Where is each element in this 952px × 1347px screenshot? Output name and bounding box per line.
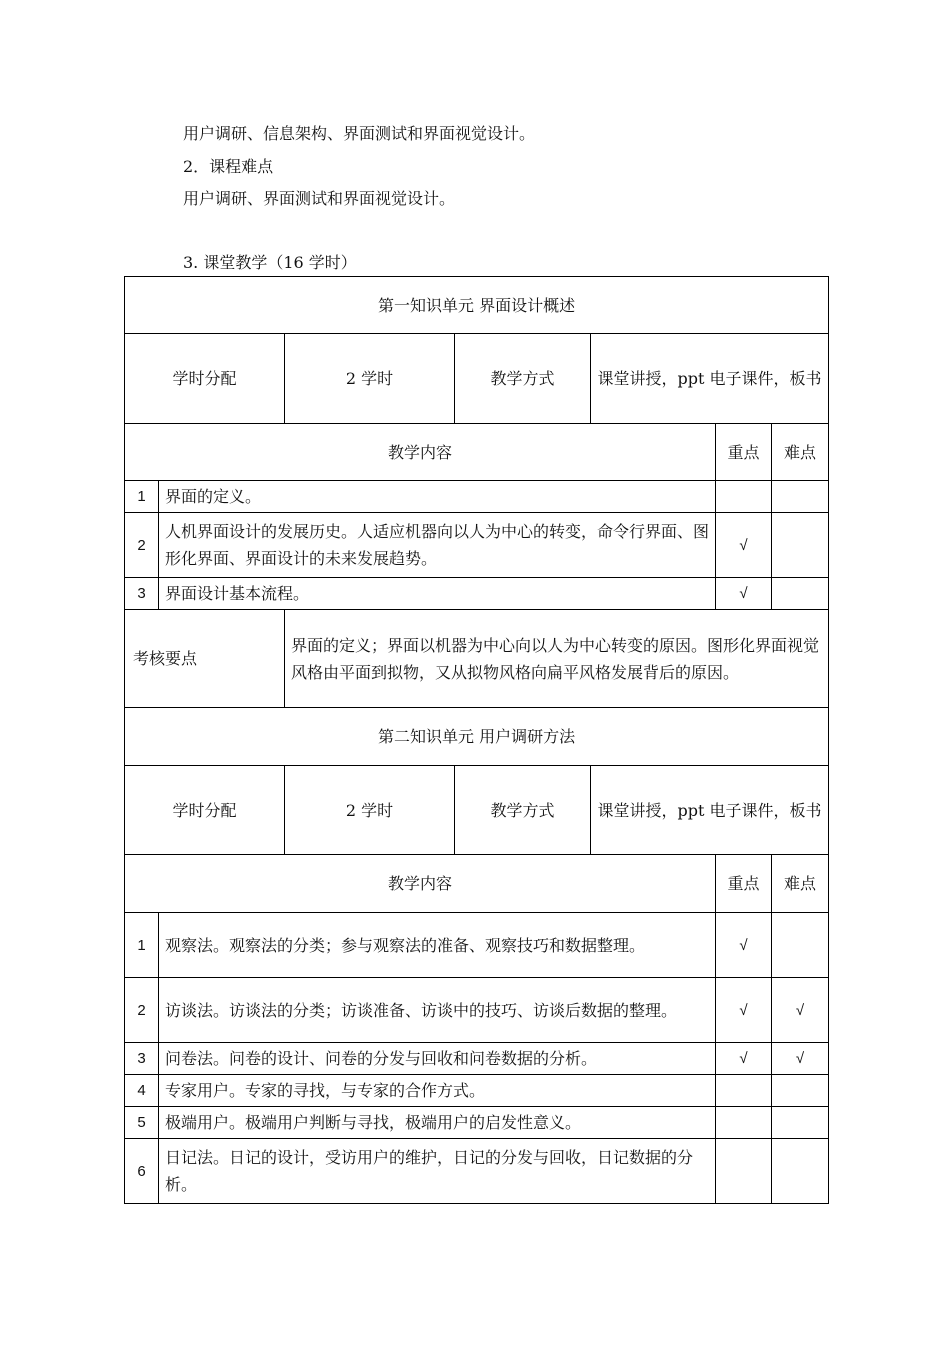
row-number: 1	[125, 481, 159, 513]
method-value: 课堂讲授，ppt 电子课件，板书	[591, 766, 829, 855]
content-header: 教学内容	[125, 424, 716, 481]
difficulty-mark	[772, 578, 829, 610]
key-point-mark: √	[716, 513, 772, 578]
difficulty-mark	[772, 1075, 829, 1107]
unit-title-row	[125, 708, 829, 766]
unit-title-row	[125, 277, 829, 334]
difficulty-mark	[772, 481, 829, 513]
key-point-mark	[716, 1075, 772, 1107]
row-number: 2	[125, 513, 159, 578]
difficulty-header: 难点	[772, 855, 829, 913]
key-point-mark	[716, 481, 772, 513]
row-content: 问卷法。问卷的设计、问卷的分发与回收和问卷数据的分析。	[159, 1043, 716, 1075]
row-content: 日记法。日记的设计，受访用户的维护，日记的分发与回收，日记数据的分析。	[159, 1139, 716, 1204]
method-value: 课堂讲授，ppt 电子课件，板书	[591, 334, 829, 424]
table-row	[125, 913, 829, 978]
key-point-mark	[716, 1107, 772, 1139]
table-row	[125, 578, 829, 610]
row-number: 3	[125, 1043, 159, 1075]
hours-label: 学时分配	[125, 766, 285, 855]
hours-value: 2 学时	[285, 334, 455, 424]
classroom-teaching-heading: 3. 课堂教学（16 学时）	[183, 253, 357, 272]
key-point-mark: √	[716, 913, 772, 978]
method-label: 教学方式	[455, 334, 591, 424]
difficulty-mark	[772, 1139, 829, 1204]
table-row	[125, 481, 829, 513]
content-header: 教学内容	[125, 855, 716, 913]
assessment-text: 界面的定义；界面以机器为中心向以人为中心转变的原因。图形化界面视觉风格由平面到拟物，又从拟物风格向扁平风格发展背后的原因。	[285, 610, 829, 708]
course-difficulty-text: 用户调研、界面测试和界面视觉设计。	[183, 189, 456, 208]
assessment-label: 考核要点	[125, 610, 285, 708]
method-label: 教学方式	[455, 766, 591, 855]
hours-label: 学时分配	[125, 334, 285, 424]
content-header-row	[125, 855, 829, 913]
unit-title: 第一知识单元 界面设计概述	[125, 277, 829, 334]
key-point-mark	[716, 1139, 772, 1204]
row-content: 观察法。观察法的分类；参与观察法的准备、观察技巧和数据整理。	[159, 913, 716, 978]
row-content: 访谈法。访谈法的分类；访谈准备、访谈中的技巧、访谈后数据的整理。	[159, 978, 716, 1043]
unit-hours-row	[125, 766, 829, 855]
difficulty-mark	[772, 1107, 829, 1139]
difficulty-mark: √	[772, 1043, 829, 1075]
row-content: 界面的定义。	[159, 481, 716, 513]
key-point-mark: √	[716, 978, 772, 1043]
table-row	[125, 1075, 829, 1107]
table-row	[125, 1043, 829, 1075]
table-row	[125, 978, 829, 1043]
difficulty-mark	[772, 913, 829, 978]
key-point-header: 重点	[716, 424, 772, 481]
hours-value: 2 学时	[285, 766, 455, 855]
table-row	[125, 1107, 829, 1139]
table-row	[125, 513, 829, 578]
difficulty-mark	[772, 513, 829, 578]
table-row	[125, 1139, 829, 1204]
row-number: 1	[125, 913, 159, 978]
unit-hours-row	[125, 334, 829, 424]
syllabus-table	[124, 276, 829, 1204]
difficulty-mark: √	[772, 978, 829, 1043]
key-point-header: 重点	[716, 855, 772, 913]
content-header-row	[125, 424, 829, 481]
row-number: 5	[125, 1107, 159, 1139]
row-number: 3	[125, 578, 159, 610]
key-point-mark: √	[716, 1043, 772, 1075]
row-number: 4	[125, 1075, 159, 1107]
difficulty-header: 难点	[772, 424, 829, 481]
row-content: 极端用户。极端用户判断与寻找，极端用户的启发性意义。	[159, 1107, 716, 1139]
unit-title: 第二知识单元 用户调研方法	[125, 708, 829, 766]
row-number: 6	[125, 1139, 159, 1204]
course-focus-text: 用户调研、信息架构、界面测试和界面视觉设计。	[183, 124, 536, 143]
row-content: 专家用户。专家的寻找，与专家的合作方式。	[159, 1075, 716, 1107]
course-difficulty-heading: 2．课程难点	[183, 157, 274, 176]
key-point-mark: √	[716, 578, 772, 610]
row-number: 2	[125, 978, 159, 1043]
row-content: 人机界面设计的发展历史。人适应机器向以人为中心的转变，命令行界面、图形化界面、界面设计的未来发展趋势。	[159, 513, 716, 578]
assessment-row	[125, 610, 829, 708]
row-content: 界面设计基本流程。	[159, 578, 716, 610]
